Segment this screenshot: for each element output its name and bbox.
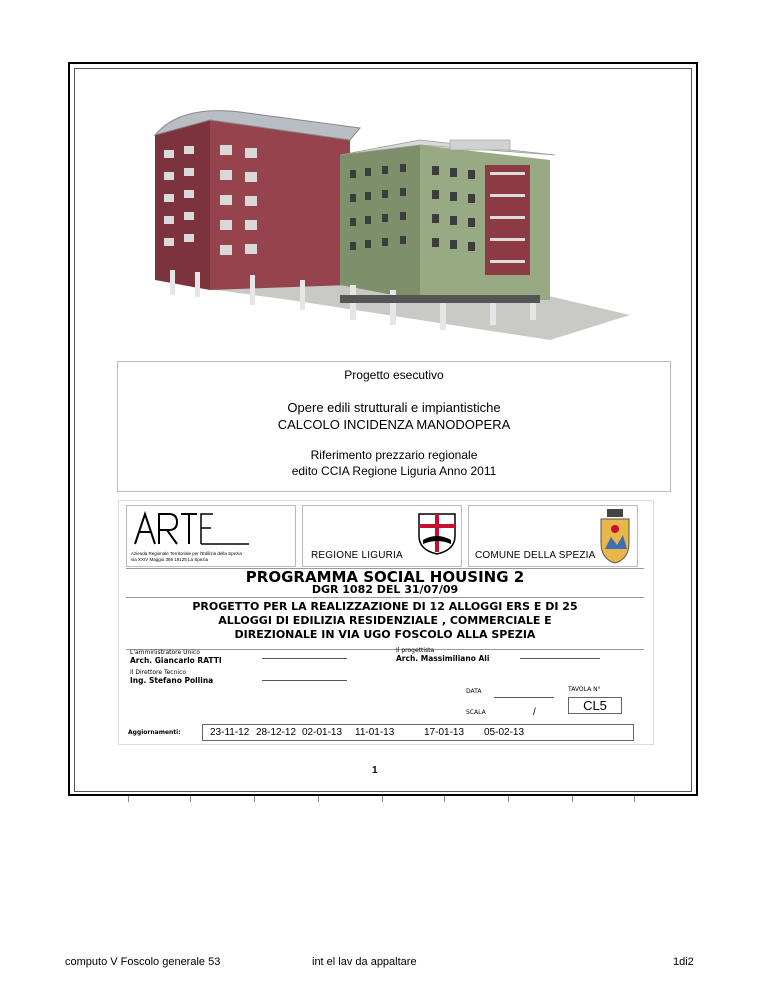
ruler-tick <box>254 796 255 802</box>
update-date: 17-01-13 <box>424 727 465 738</box>
price-reference-edition: edito CCIA Regione Liguria Anno 2011 <box>291 464 497 478</box>
designer-label: Il progettista <box>396 647 435 654</box>
regione-liguria-emblem-icon <box>415 510 459 556</box>
building-render-image <box>150 110 650 350</box>
sheet-number: 1 <box>372 765 378 776</box>
director-name: Ing. Stefano Pollina <box>130 676 214 685</box>
arte-name: Azienda Regionale Territoriale per l'Edilizia della Spezia <box>131 551 242 556</box>
arte-address: via XXIV Maggio 369 19125 La Spezia <box>131 557 209 562</box>
regione-logo-cell <box>302 505 462 567</box>
project-title-line-2: ALLOGGI DI EDILIZIA RESIDENZIALE , COMMERCIALE E <box>218 614 552 627</box>
ruler-tick <box>318 796 319 802</box>
admin-signature-line <box>262 658 347 659</box>
ruler-tick <box>572 796 573 802</box>
project-title-line-3: DIREZIONALE IN VIA UGO FOSCOLO ALLA SPEZIA <box>234 628 536 641</box>
date-label: DATA <box>466 688 482 695</box>
update-date: 02-01-13 <box>302 727 343 738</box>
arte-logo-icon <box>131 508 251 550</box>
director-signature-line <box>262 680 347 681</box>
scala-value: / <box>533 707 536 718</box>
logo-row <box>126 505 646 567</box>
program-titles <box>126 568 644 650</box>
footer-left: computo V Foscolo generale 53 <box>65 956 221 968</box>
program-title: PROGRAMMA SOCIAL HOUSING 2 <box>245 568 525 586</box>
date-line <box>494 697 554 698</box>
tavola-number: CL5 <box>568 697 622 714</box>
tavola-label: TAVOLA N° <box>568 686 601 693</box>
ruler-tick <box>190 796 191 802</box>
comune-spezia-crest-icon <box>597 509 633 565</box>
divider <box>126 597 644 598</box>
director-label: Il Direttore Tecnico <box>130 669 187 676</box>
arte-logo-cell <box>126 505 296 567</box>
admin-name: Arch. Giancarlo RATTI <box>130 656 222 665</box>
comune-logo-cell <box>468 505 638 567</box>
price-reference: Riferimento prezzario regionale <box>310 448 478 462</box>
update-date: 11-01-13 <box>355 727 395 738</box>
comune-spezia-label: COMUNE DELLA SPEZIA <box>475 550 596 561</box>
footer-center: int el lav da appaltare <box>312 956 417 968</box>
project-description-box <box>117 361 671 492</box>
ruler-tick <box>382 796 383 802</box>
footer-page: 1di2 <box>673 956 694 968</box>
update-date: 23-11-12 <box>210 727 250 738</box>
regione-liguria-label: REGIONE LIGURIA <box>311 550 403 561</box>
update-date: 05-02-13 <box>484 727 525 738</box>
ruler-tick <box>508 796 509 802</box>
works-description: Opere edili strutturali e impiantistiche <box>287 400 501 415</box>
dgr-reference: DGR 1082 DEL 31/07/09 <box>311 583 459 596</box>
project-phase: Progetto esecutivo <box>344 368 444 382</box>
ruler-tick <box>634 796 635 802</box>
ruler-tick <box>128 796 129 802</box>
designer-signature-line <box>520 658 600 659</box>
admin-label: L'amministratore Unico <box>130 649 200 656</box>
updates-label: Aggiornamenti: <box>128 729 181 736</box>
document-title: CALCOLO INCIDENZA MANODOPERA <box>277 417 511 432</box>
designer-name: Arch. Massimiliano Ali <box>396 654 490 663</box>
scala-label: SCALA <box>466 709 486 716</box>
ruler-tick <box>444 796 445 802</box>
project-title-line-1: PROGETTO PER LA REALIZZAZIONE DI 12 ALLOGGI ERS E DI 25 <box>192 600 578 613</box>
update-date: 28-12-12 <box>256 727 297 738</box>
